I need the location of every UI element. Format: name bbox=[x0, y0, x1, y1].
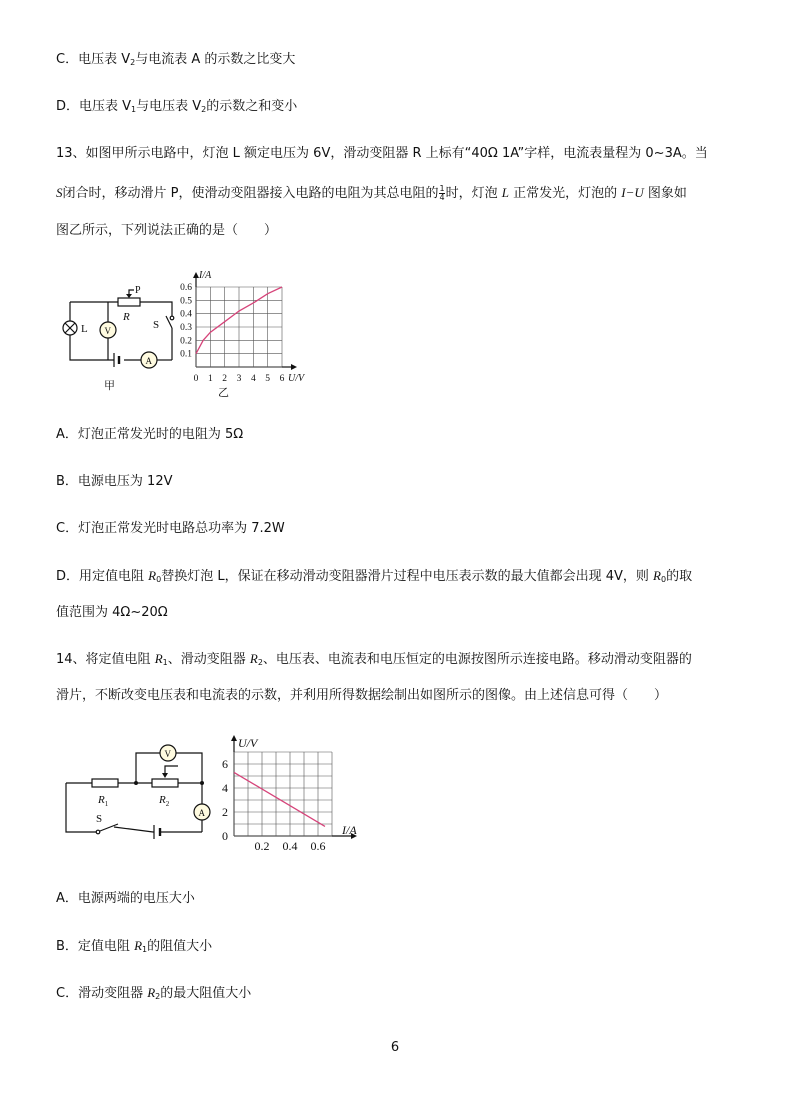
q13-x-tick: 5 bbox=[265, 374, 271, 384]
fig-caption-yi: 乙 bbox=[218, 387, 229, 399]
q13-option-d-line1: D．用定值电阻 $R_0$替换灯泡 L，保证在移动滑动变阻器滑片过程中电压表示数的最大值都会出现 4V，则 $R_0$的取 bbox=[56, 568, 693, 584]
q14-ui-chart bbox=[210, 728, 370, 858]
q14-option-b: B．定值电阻 $R_1$的阻值大小 bbox=[56, 938, 213, 954]
q14-option-c: C．滑动变阻器 $R_2$的最大阻值大小 bbox=[56, 985, 252, 1001]
q13-x-arrow bbox=[291, 364, 297, 370]
q14-y-tick: 6 bbox=[222, 757, 228, 771]
circuit-lamp-label: L bbox=[81, 323, 88, 335]
q13-stem-line3: 图乙所示，下列说法正确的是（ ） bbox=[56, 223, 278, 238]
q14-ui-line bbox=[234, 772, 325, 826]
q13-y-tick: 0.4 bbox=[180, 309, 192, 320]
q13-x-tick: 1 bbox=[207, 374, 213, 384]
q13-option-b: B．电源电压为 12V bbox=[56, 474, 173, 489]
q14-x-tick: 0.4 bbox=[282, 839, 298, 853]
fraction-one-quarter: $\frac{1}{4}$ bbox=[439, 184, 445, 202]
q14-y-axis-label: U/V bbox=[238, 736, 258, 750]
q14-switch-label: S bbox=[96, 813, 103, 825]
circuit-rheostat-label: R bbox=[123, 311, 130, 323]
page-number: 6 bbox=[390, 1040, 400, 1055]
q14-y-tick: 2 bbox=[222, 805, 228, 819]
q13-stem-line1: 13、如图甲所示电路中，灯泡 L 额定电压为 6V，滑动变阻器 R 上标有“40Ω 1A”字样，电流表量程为 0~3A。当 bbox=[56, 146, 708, 161]
q13-x-tick: 0 bbox=[193, 374, 199, 384]
q13-x-tick: 2 bbox=[222, 374, 228, 384]
q14-x-tick: 0.2 bbox=[254, 839, 270, 853]
q13-y-tick: 0.5 bbox=[180, 296, 192, 307]
q13-y-tick: 0.3 bbox=[180, 323, 192, 333]
q13-y-tick: 0.2 bbox=[180, 336, 192, 347]
q13-stem-line2: S闭合时，移动滑片 P，使滑动变阻器接入电路的电阻为其总电阻的 $\frac{1}{4}$ 时，灯泡 L 正常发光，灯泡的 I−U 图象如 bbox=[56, 184, 687, 202]
q13-iu-chart bbox=[170, 265, 320, 400]
q13-x-tick: 3 bbox=[236, 374, 242, 384]
q14-option-a: A．电源两端的电压大小 bbox=[56, 891, 195, 906]
q14-x-tick: 0.6 bbox=[310, 839, 326, 853]
q14-stem-line2: 滑片，不断改变电压表和电流表的示数，并利用所得数据绘制出如图所示的图像。由上述信息可得（ ） bbox=[56, 688, 668, 703]
q13-x-axis-label: U/V bbox=[288, 373, 305, 384]
q13-option-a: A．灯泡正常发光时的电阻为 5Ω bbox=[56, 427, 244, 442]
q13-y-axis-label: I/A bbox=[199, 270, 212, 281]
q14-y-tick: 0 bbox=[222, 829, 228, 843]
fig-caption-jia: 甲 bbox=[104, 380, 115, 392]
q14-r1-label: $R_1$ bbox=[98, 794, 109, 808]
q14-stem-line1: 14、将定值电阻 $R_1$、滑动变阻器 $R_2$、电压表、电流表和电压恒定的电源按图所示连接电路。移动滑动变阻器的 bbox=[56, 651, 692, 667]
q14-y-tick: 4 bbox=[222, 781, 228, 795]
q13-option-d-line2: 值范围为 4Ω~20Ω bbox=[56, 605, 168, 620]
q13-y-tick: 0.1 bbox=[180, 349, 192, 360]
q14-y-arrow bbox=[231, 735, 237, 741]
q13-y-tick: 0.6 bbox=[180, 283, 192, 293]
q14-voltmeter-label: V bbox=[164, 749, 171, 759]
q13-x-tick: 4 bbox=[250, 374, 256, 384]
circuit-switch-label: S bbox=[153, 319, 160, 331]
circuit-ammeter-label: A bbox=[145, 356, 152, 366]
q14-x-axis-label: I/A bbox=[342, 823, 357, 837]
circuit-voltmeter-label: V bbox=[104, 326, 111, 336]
circuit-slider-label: P bbox=[135, 285, 141, 296]
q13-x-tick: 6 bbox=[279, 374, 285, 384]
q14-r2-label: $R_2$ bbox=[159, 794, 170, 808]
q13-option-c: C．灯泡正常发光时电路总功率为 7.2W bbox=[56, 521, 285, 536]
q12-option-d: D．电压表 $V_1$与电压表 $V_2$的示数之和变小 bbox=[56, 99, 298, 114]
q12-option-c: C．电压表 $V_2$与电流表 A 的示数之比变大 bbox=[56, 52, 296, 67]
q14-circuit-diagram bbox=[56, 736, 226, 846]
q14-ammeter-label: A bbox=[198, 808, 205, 818]
